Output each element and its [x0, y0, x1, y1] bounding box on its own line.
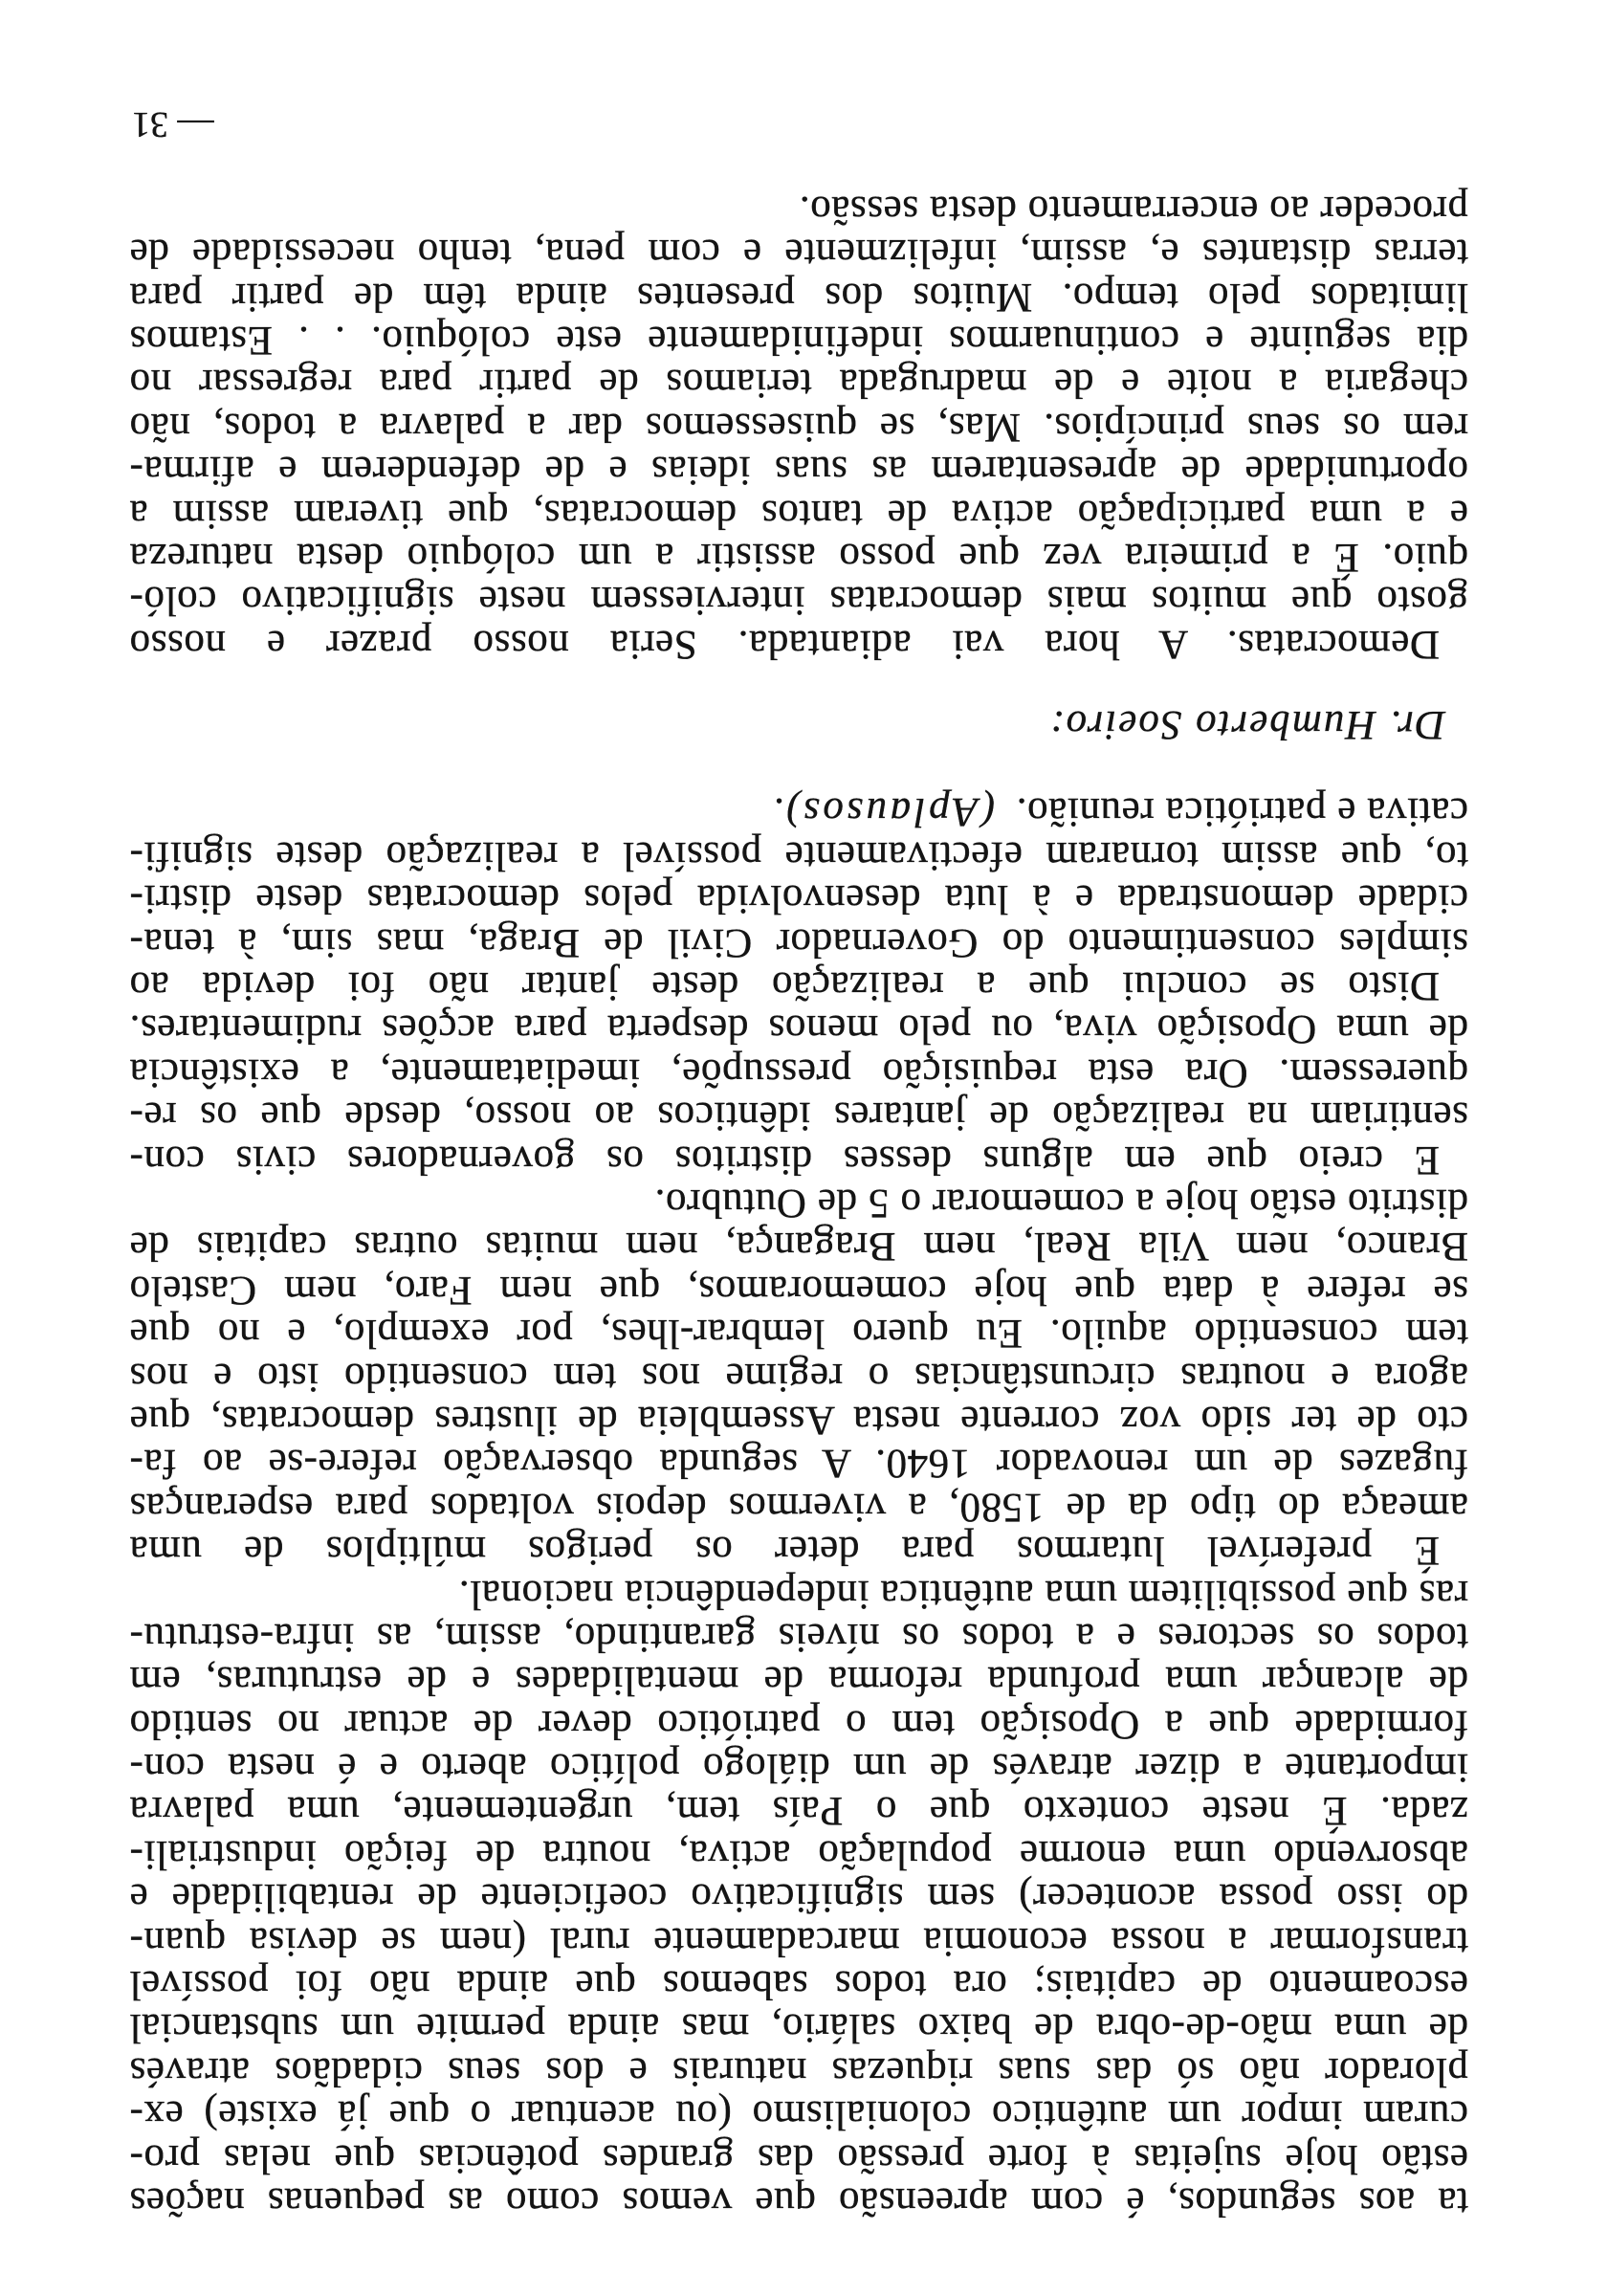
text-line: plorador não só das suas riquezas naturais e dos seus cidadãos através	[129, 2048, 1468, 2094]
text-line: chegaria a noite e de madrugada teriamos de partir para regressar no	[129, 361, 1468, 407]
text-line: Branco, nem Vila Real, nem Bragança, nem muitas outras capitais de	[129, 1224, 1468, 1269]
text-line: sentiriam na realização de jantares idênticos ao nosso, desde que os re-	[129, 1093, 1468, 1139]
text-line: cativa e patriótica reunião.	[1016, 789, 1468, 835]
text-line: estão hoje sujeitas à forte pressão das grandes potências que nelas pro-	[129, 2135, 1468, 2181]
text-line: curam impor um autêntico colonialismo (ou acentuar o que já existe) ex-	[129, 2092, 1468, 2138]
text-line: ameaça do tipo da de 1580, a vivermos depois voltados para esperanças	[129, 1484, 1468, 1530]
text-line: agora e noutras circunstâncias o regime nos tem consentido isto e nos	[129, 1354, 1468, 1400]
paragraph	[129, 1007, 1468, 1181]
text-column	[129, 188, 1468, 2223]
text-line: zada. É neste contexto que o País tem, urgentemente, uma palavra	[129, 1788, 1468, 1834]
text-line: queressem. Ora esta requisição pressupõe, imediatamente, a existência	[129, 1049, 1468, 1095]
text-line: cidade demonstrada e à luta desenvolvida pelos democratas deste distri-	[129, 876, 1468, 922]
text-line: se refere à data que hoje comemoramos, que nem Faro, nem Castelo	[129, 1267, 1468, 1313]
text-line: do isso possa acontecer) sem significativo coeficiente de rentabilidade e	[129, 1875, 1468, 1921]
paragraph	[129, 188, 1468, 665]
text-line: de uma mão-de-obra de baixo salário, mas ainda permite um substancial	[129, 2005, 1468, 2051]
text-line: transformar a nossa economia marcadamente rural (nem se devisa quan-	[129, 1918, 1468, 1964]
text-line: Disto se conclui que a realização deste jantar não foi devida ao	[129, 963, 1440, 1009]
text-line: quio. É a primeira vez que posso assistir a um colóquio desta natureza	[129, 534, 1468, 580]
text-line: simples consentimento do Governador Civil de Braga, mas sim, à tena-	[129, 919, 1468, 965]
text-line: oportunidade de apresentarem as suas ideias e de defenderem e afirma-	[129, 448, 1468, 494]
text-line: Democratas. A hora vai adiantada. Seria nosso prazer e nosso	[129, 621, 1440, 667]
text-line: ta aos segundos, é com apreensão que vemos como as pequenas nações	[129, 2179, 1468, 2224]
paragraph	[129, 1572, 1468, 2223]
text-line: gosto que muitos mais democratas interviessem neste significativo coló-	[129, 578, 1468, 624]
text-line: fugazes de um renovador 1640. A segunda observação refere-se ao fa-	[129, 1441, 1468, 1487]
text-line-with-applause	[129, 790, 1468, 833]
speaker-heading: Dr. Humberto Soeiro:	[1048, 702, 1445, 748]
text-line: terras distantes e, assim, infelizmente e com pena, tenho necessidade de	[129, 231, 1468, 276]
text-line: cto de ter sido voz corrente nesta Assembleia de ilustres democratas, que	[129, 1397, 1468, 1443]
text-line: de alcançar uma profunda reforma de mentalidades e de estruturas, em	[129, 1658, 1468, 1704]
text-line: E creio que em alguns desses distritos os governadores civis con-	[129, 1137, 1440, 1182]
text-line: rem os seus princípios. Mas, se quisessemos dar a palavra a todos, não	[129, 404, 1468, 450]
text-line: e a uma participação activa de tantos democratas, que tiveram assim a	[129, 491, 1468, 537]
text-line: ras que possibilitem uma autêntica independência nacional.	[458, 1571, 1468, 1617]
text-line: dia seguinte e continuarmos indefinidamente este colóquio. . . Estamos	[129, 317, 1468, 363]
text-line: to, que assim tornaram efectivamente possível a realização deste signifi-	[129, 832, 1468, 878]
text-line: escoamento de capitais; ora todos sabemos que ainda não foi possível	[129, 1962, 1468, 2008]
text-line: de uma Oposição viva, ou pelo menos desperta para acções rudimentares.	[129, 1006, 1468, 1052]
page-number: — 31	[132, 104, 214, 144]
text-line: todos os sectores e a todos os níveis garantindo, assim, as infra-estrutu-	[129, 1614, 1468, 1660]
text-line: absorvendo uma enorme população activa, noutra de feição industriali-	[129, 1831, 1468, 1877]
paragraph	[129, 790, 1468, 1007]
text-line: É preferível lutarmos para deter os perigos múltiplos de uma	[129, 1528, 1440, 1574]
text-line: formidade que a Oposição tem o patriótico dever de actuar no sentido	[129, 1701, 1468, 1747]
applause-note: (Aplausos).	[769, 789, 996, 835]
text-line: limitados pelo tempo. Muitos dos presentes ainda têm de partir para	[129, 274, 1468, 320]
text-line: proceder ao encerramento desta sessão.	[799, 187, 1468, 232]
text-line: tem consentido aquilo. Eu quero lembrar-lhes, por exemplo, e no que	[129, 1311, 1468, 1357]
text-line: importante a dizer através de um diálogo político aberto e é nesta con-	[129, 1745, 1468, 1791]
paragraph	[129, 1181, 1468, 1573]
text-line: distrito estão hoje a comemorar o 5 de Outubro.	[654, 1181, 1468, 1226]
